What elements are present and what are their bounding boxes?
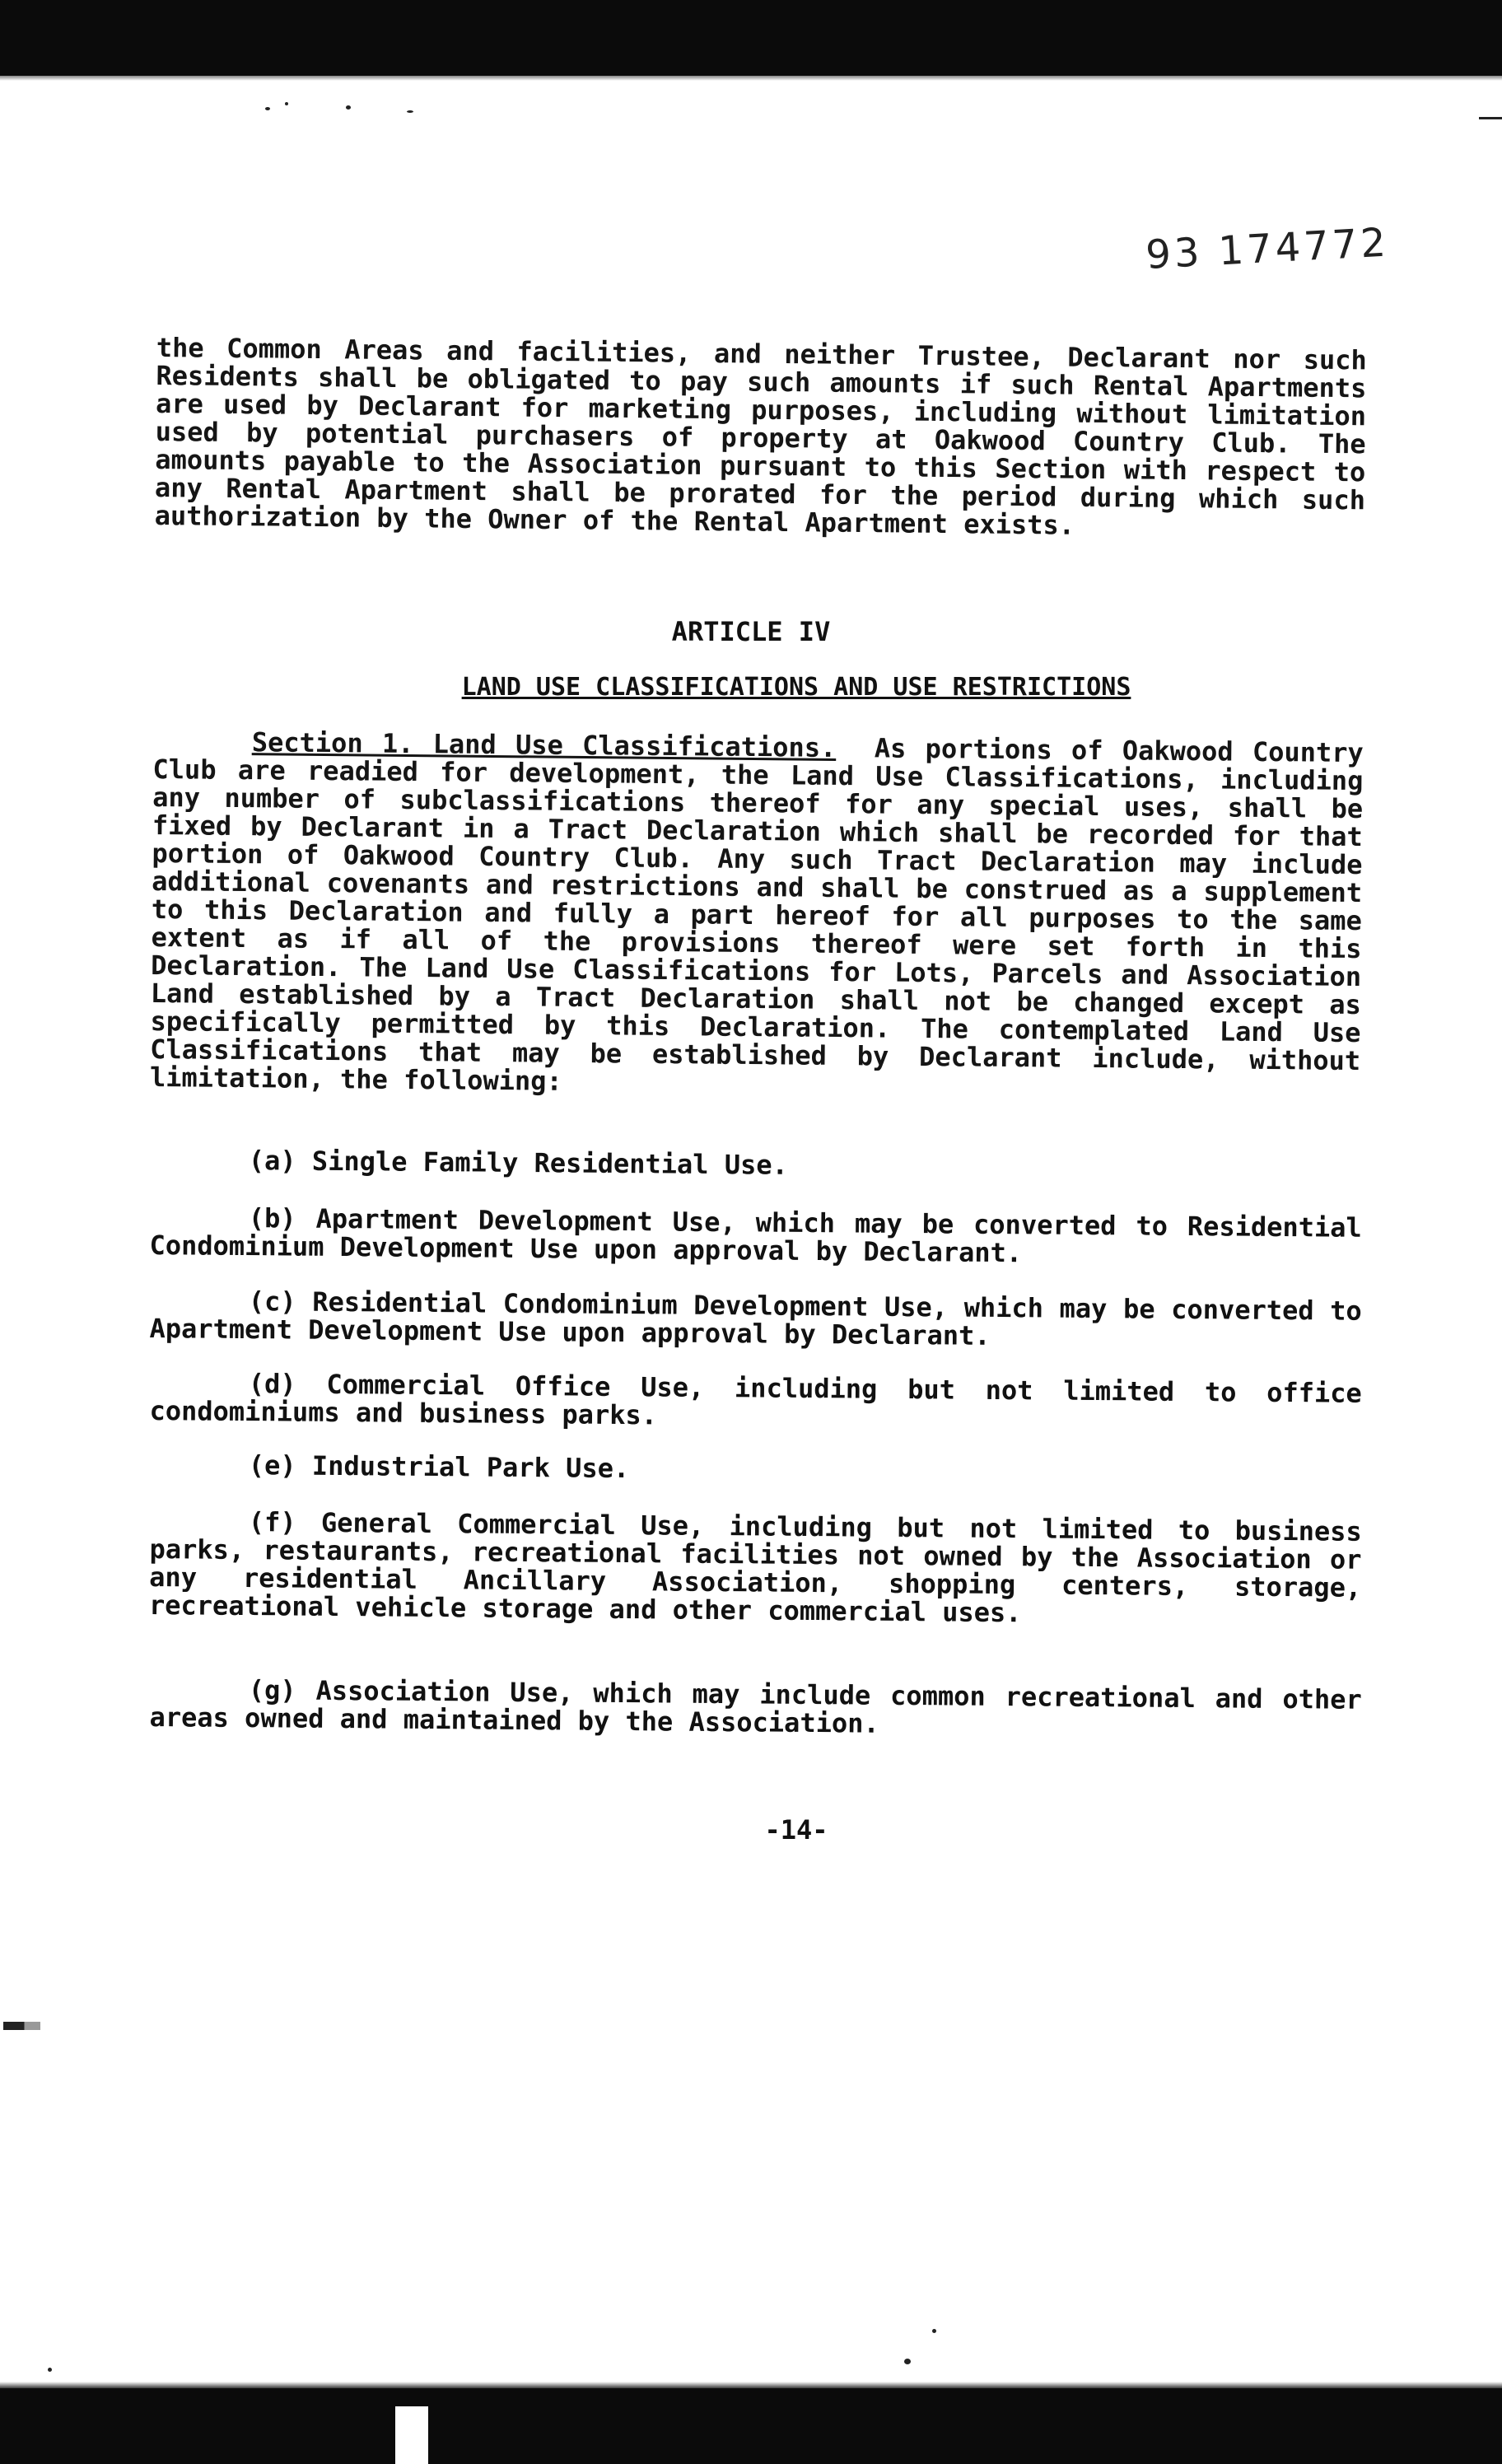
section-1-text: As portions of Oakwood Country Club are readied for development, the Land Use Classifications, including any number of subclassifications thereof for any special uses, shall be fixed by Declarant in a Tract Declaration which shall be recorded for that portion of Oakwood Country Club. Any such Tract Declaration may include additional covenants and restrictions and shall be construed as a supplement to this Declaration and fully a part hereof for all purposes to the same extent as if all of the provisions thereof were set forth in this Declaration. The Land Use Classifications for Lots, Parcels and Association Land established by a Tract Declaration shall not be changed except as specifically permitted by this Declaration. The contemplated Land Use Classifications that may be established by Declarant include, without limitation, the following: <box>149 732 1364 1097</box>
list-item: (e) Industrial Park Use. <box>248 1449 630 1485</box>
article-subtitle: LAND USE CLASSIFICATIONS AND USE RESTRICTIONS <box>461 673 1131 702</box>
list-item: (b) Apartment Development Use, which may be converted to Residential Condominium Development Use upon approval by Declarant. <box>149 1202 1362 1269</box>
section-1 <box>150 727 1364 1103</box>
scan-speck <box>265 107 270 110</box>
list-item: (c) Residential Condominium Development Use, which may be converted to Apartment Development Use upon approval by Declarant. <box>149 1286 1362 1351</box>
carryover-paragraph: the Common Areas and facilities, and neither Trustee, Declarant nor such Residents shall be obligated to pay such amounts if such Rental Apartments are used by Declarant for marketing purposes, including without limitation used by potential purchasers of property at Oakwood Country Club. The amounts payable to the Association pursuant to this Section with respect to any Rental Apartment shall be prorated for the period during which such authorization by the Owner of the Rental Apartment exists. <box>154 332 1367 541</box>
scan-edge-bottom <box>0 2388 1502 2464</box>
list-item: (f) General Commercial Use, including but not limited to business parks, restaurants, recreational facilities not owned by the Association or any residential Ancillary Association, shopping centers, storage, recreational vehicle storage and other commercial uses. <box>148 1506 1362 1629</box>
list-item: (g) Association Use, which may include common recreational and other areas owned and maintained by the Association. <box>149 1674 1362 1739</box>
page-number: -14- <box>764 1814 828 1846</box>
article-title: ARTICLE IV <box>671 616 831 647</box>
scan-speck <box>346 105 351 110</box>
scan-speck <box>48 2368 52 2372</box>
scan-mark <box>3 2022 56 2030</box>
list-item: (d) Commercial Office Use, including but not limited to office condominiums and business parks. <box>149 1368 1362 1431</box>
scan-speck <box>407 110 413 113</box>
scan-speck <box>932 2329 936 2333</box>
list-item: (a) Single Family Residential Use. <box>248 1145 789 1181</box>
scan-mark <box>1479 117 1502 119</box>
section-1-heading: Section 1. Land Use Classifications. <box>251 726 837 763</box>
scan-speck <box>904 2359 911 2364</box>
document-number: 93 174772 <box>1145 219 1391 278</box>
scan-speck <box>285 102 288 105</box>
scan-edge-top <box>0 0 1502 76</box>
